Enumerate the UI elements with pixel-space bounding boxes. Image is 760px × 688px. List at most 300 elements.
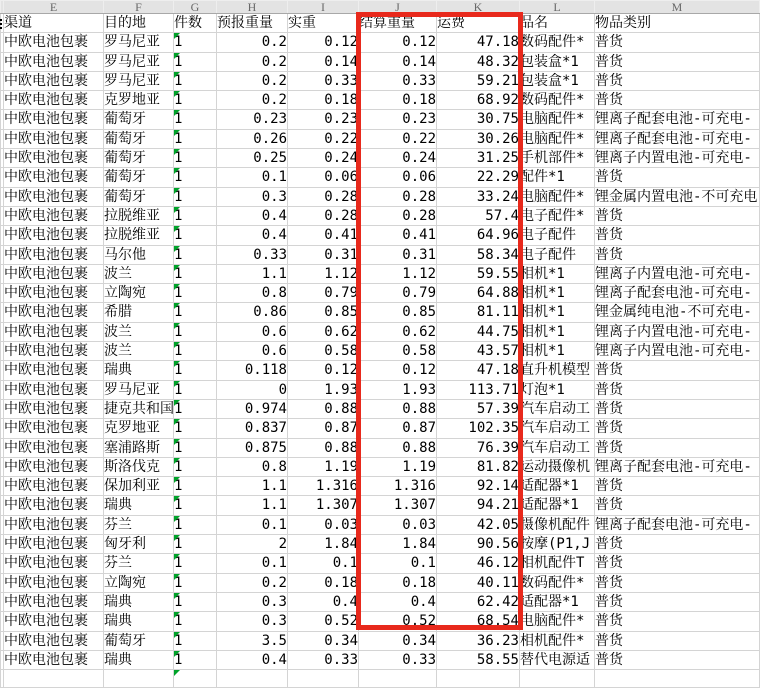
cell-channel[interactable]	[4, 515, 104, 534]
cell-actual-weight[interactable]	[288, 457, 359, 476]
cell-destination[interactable]	[104, 342, 174, 361]
cell-freight[interactable]	[437, 149, 520, 168]
cell-quantity[interactable]	[174, 71, 217, 90]
cell-destination[interactable]	[104, 91, 174, 110]
cell-forecast-weight[interactable]	[217, 71, 288, 90]
cell-settlement-weight[interactable]	[359, 457, 437, 476]
cell-product-name[interactable]	[520, 535, 595, 554]
cell-item-category[interactable]	[595, 129, 760, 148]
cell-actual-weight[interactable]	[288, 264, 359, 283]
cell-freight[interactable]	[437, 554, 520, 573]
cell-quantity[interactable]	[174, 33, 217, 52]
header-cell-actual-weight[interactable]: 实重	[288, 14, 359, 33]
cell-channel[interactable]	[4, 592, 104, 611]
cell-item-category[interactable]	[595, 342, 760, 361]
cell-actual-weight[interactable]	[288, 187, 359, 206]
column-letter-E[interactable]: E	[4, 1, 104, 14]
cell-settlement-weight[interactable]	[359, 592, 437, 611]
cell-actual-weight[interactable]	[288, 284, 359, 303]
cell-quantity[interactable]	[174, 206, 217, 225]
cell-destination[interactable]	[104, 264, 174, 283]
cell-product-name[interactable]	[520, 496, 595, 515]
cell-item-category[interactable]	[595, 631, 760, 650]
cell-settlement-weight[interactable]	[359, 264, 437, 283]
cell-destination[interactable]	[104, 129, 174, 148]
cell-actual-weight[interactable]	[288, 612, 359, 631]
cell-actual-weight[interactable]	[288, 129, 359, 148]
cell-item-category[interactable]	[595, 457, 760, 476]
cell-settlement-weight[interactable]	[359, 91, 437, 110]
cell-quantity[interactable]	[174, 284, 217, 303]
cell-product-name[interactable]	[520, 149, 595, 168]
column-letter-K[interactable]: K	[437, 1, 520, 14]
cell-destination[interactable]	[104, 399, 174, 418]
cell-settlement-weight[interactable]	[359, 380, 437, 399]
cell-item-category[interactable]	[595, 91, 760, 110]
cell-item-category[interactable]	[595, 149, 760, 168]
header-cell-channel[interactable]: 渠道	[4, 14, 104, 33]
cell-product-name[interactable]	[520, 380, 595, 399]
cell-channel[interactable]	[4, 438, 104, 457]
cell-actual-weight[interactable]	[288, 206, 359, 225]
cell-forecast-weight[interactable]	[217, 264, 288, 283]
cell-item-category[interactable]	[595, 71, 760, 90]
cell-channel[interactable]	[4, 245, 104, 264]
cell-item-category[interactable]	[595, 612, 760, 631]
cell-quantity[interactable]	[174, 438, 217, 457]
cell-quantity[interactable]	[174, 650, 217, 669]
cell-channel[interactable]	[4, 303, 104, 322]
cell-actual-weight[interactable]	[288, 245, 359, 264]
cell-forecast-weight[interactable]	[217, 573, 288, 592]
cell-channel[interactable]	[4, 612, 104, 631]
header-cell-item-category[interactable]: 物品类别	[595, 14, 760, 33]
cell-freight[interactable]	[437, 303, 520, 322]
cell-channel[interactable]	[4, 206, 104, 225]
cell-actual-weight[interactable]	[288, 33, 359, 52]
cell-item-category[interactable]	[595, 535, 760, 554]
cell-settlement-weight[interactable]	[359, 284, 437, 303]
cell-freight[interactable]	[437, 612, 520, 631]
cell-forecast-weight[interactable]	[217, 650, 288, 669]
cell-item-category[interactable]	[595, 206, 760, 225]
cell-settlement-weight[interactable]	[359, 226, 437, 245]
cell-settlement-weight[interactable]	[359, 187, 437, 206]
cell-freight[interactable]	[437, 71, 520, 90]
cell-channel[interactable]	[4, 264, 104, 283]
cell-freight[interactable]	[437, 168, 520, 187]
cell-actual-weight[interactable]	[288, 71, 359, 90]
cell-quantity[interactable]	[174, 245, 217, 264]
cell-freight[interactable]	[437, 631, 520, 650]
cell-quantity[interactable]	[174, 496, 217, 515]
cell-quantity[interactable]	[174, 129, 217, 148]
cell-product-name[interactable]	[520, 91, 595, 110]
cell-product-name[interactable]	[520, 71, 595, 90]
header-cell-product-name[interactable]: 品名	[520, 14, 595, 33]
cell-settlement-weight[interactable]	[359, 71, 437, 90]
cell-channel[interactable]	[4, 419, 104, 438]
cell-actual-weight[interactable]	[288, 168, 359, 187]
header-cell-freight[interactable]: 运费	[437, 14, 520, 33]
cell-item-category[interactable]	[595, 187, 760, 206]
cell-forecast-weight[interactable]	[217, 129, 288, 148]
cell-channel[interactable]	[4, 650, 104, 669]
cell-freight[interactable]	[437, 592, 520, 611]
cell-freight[interactable]	[437, 110, 520, 129]
cell-destination[interactable]	[104, 206, 174, 225]
cell-channel[interactable]	[4, 399, 104, 418]
cell-forecast-weight[interactable]	[217, 206, 288, 225]
cell-quantity[interactable]	[174, 631, 217, 650]
cell-destination[interactable]	[104, 168, 174, 187]
cell-freight[interactable]	[437, 264, 520, 283]
cell-product-name[interactable]	[520, 592, 595, 611]
cell-product-name[interactable]	[520, 342, 595, 361]
cell-freight[interactable]	[437, 342, 520, 361]
cell-freight[interactable]	[437, 361, 520, 380]
cell-actual-weight[interactable]	[288, 303, 359, 322]
cell-actual-weight[interactable]	[288, 554, 359, 573]
cell-item-category[interactable]	[595, 33, 760, 52]
cell-item-category[interactable]	[595, 245, 760, 264]
cell-product-name[interactable]	[520, 631, 595, 650]
cell-item-category[interactable]	[595, 399, 760, 418]
cell-actual-weight[interactable]	[288, 149, 359, 168]
cell-settlement-weight[interactable]	[359, 477, 437, 496]
cell-item-category[interactable]	[595, 284, 760, 303]
cell-destination[interactable]	[104, 535, 174, 554]
cell-channel[interactable]	[4, 33, 104, 52]
cell-destination[interactable]	[104, 650, 174, 669]
cell-actual-weight[interactable]	[288, 631, 359, 650]
cell-actual-weight[interactable]	[288, 438, 359, 457]
cell-destination[interactable]	[104, 554, 174, 573]
cell-channel[interactable]	[4, 322, 104, 341]
cell-channel[interactable]	[4, 670, 104, 688]
cell-product-name[interactable]	[520, 264, 595, 283]
column-letter-G[interactable]: G	[174, 1, 217, 14]
cell-product-name[interactable]	[520, 284, 595, 303]
cell-channel[interactable]	[4, 71, 104, 90]
cell-item-category[interactable]	[595, 168, 760, 187]
cell-channel[interactable]	[4, 168, 104, 187]
cell-destination[interactable]	[104, 438, 174, 457]
cell-channel[interactable]	[4, 535, 104, 554]
cell-settlement-weight[interactable]	[359, 168, 437, 187]
cell-forecast-weight[interactable]	[217, 110, 288, 129]
cell-item-category[interactable]	[595, 592, 760, 611]
cell-freight[interactable]	[437, 129, 520, 148]
cell-channel[interactable]	[4, 554, 104, 573]
cell-channel[interactable]	[4, 477, 104, 496]
cell-freight[interactable]	[437, 245, 520, 264]
cell-destination[interactable]	[104, 631, 174, 650]
cell-item-category[interactable]	[595, 515, 760, 534]
cell-destination[interactable]	[104, 592, 174, 611]
header-cell-destination[interactable]: 目的地	[104, 14, 174, 33]
cell-destination[interactable]	[104, 380, 174, 399]
cell-forecast-weight[interactable]	[217, 33, 288, 52]
cell-freight[interactable]	[437, 496, 520, 515]
cell-actual-weight[interactable]	[288, 573, 359, 592]
cell-forecast-weight[interactable]	[217, 284, 288, 303]
cell-quantity[interactable]	[174, 168, 217, 187]
cell-item-category[interactable]	[595, 650, 760, 669]
cell-freight[interactable]	[437, 535, 520, 554]
cell-quantity[interactable]	[174, 380, 217, 399]
cell-forecast-weight[interactable]	[217, 477, 288, 496]
cell-product-name[interactable]	[520, 33, 595, 52]
cell-settlement-weight[interactable]	[359, 361, 437, 380]
cell-destination[interactable]	[104, 303, 174, 322]
cell-product-name[interactable]	[520, 52, 595, 71]
cell-settlement-weight[interactable]	[359, 650, 437, 669]
cell-forecast-weight[interactable]	[217, 91, 288, 110]
cell-actual-weight[interactable]	[288, 419, 359, 438]
cell-actual-weight[interactable]	[288, 342, 359, 361]
cell-settlement-weight[interactable]	[359, 612, 437, 631]
cell-channel[interactable]	[4, 496, 104, 515]
cell-freight[interactable]	[437, 419, 520, 438]
cell-product-name[interactable]	[520, 206, 595, 225]
cell-product-name[interactable]	[520, 399, 595, 418]
cell-channel[interactable]	[4, 91, 104, 110]
cell-quantity[interactable]	[174, 187, 217, 206]
cell-quantity[interactable]	[174, 303, 217, 322]
cell-destination[interactable]	[104, 33, 174, 52]
cell-actual-weight[interactable]	[288, 91, 359, 110]
cell-item-category[interactable]	[595, 226, 760, 245]
cell-product-name[interactable]	[520, 554, 595, 573]
cell-channel[interactable]	[4, 284, 104, 303]
cell-item-category[interactable]	[595, 496, 760, 515]
cell-settlement-weight[interactable]	[359, 399, 437, 418]
cell-item-category[interactable]	[595, 52, 760, 71]
column-letter-L[interactable]: L	[520, 1, 595, 14]
cell-freight[interactable]	[437, 380, 520, 399]
cell-actual-weight[interactable]	[288, 361, 359, 380]
cell-destination[interactable]	[104, 496, 174, 515]
cell-product-name[interactable]	[520, 573, 595, 592]
cell-destination[interactable]	[104, 573, 174, 592]
cell-destination[interactable]	[104, 187, 174, 206]
cell-quantity[interactable]	[174, 342, 217, 361]
cell-forecast-weight[interactable]	[217, 438, 288, 457]
cell-item-category[interactable]	[595, 322, 760, 341]
cell-quantity[interactable]	[174, 322, 217, 341]
cell-item-category[interactable]	[595, 438, 760, 457]
cell-actual-weight[interactable]	[288, 226, 359, 245]
cell-channel[interactable]	[4, 457, 104, 476]
cell-actual-weight[interactable]	[288, 535, 359, 554]
cell-settlement-weight[interactable]	[359, 342, 437, 361]
cell-product-name[interactable]	[520, 457, 595, 476]
cell-quantity[interactable]	[174, 592, 217, 611]
cell-product-name[interactable]	[520, 515, 595, 534]
cell-forecast-weight[interactable]	[217, 380, 288, 399]
cell-quantity[interactable]	[174, 52, 217, 71]
cell-settlement-weight[interactable]	[359, 496, 437, 515]
cell-settlement-weight[interactable]	[359, 110, 437, 129]
cell-product-name[interactable]	[520, 303, 595, 322]
cell-freight[interactable]	[437, 399, 520, 418]
cell-settlement-weight[interactable]	[359, 206, 437, 225]
cell-actual-weight[interactable]	[288, 322, 359, 341]
cell-quantity[interactable]	[174, 535, 217, 554]
cell-forecast-weight[interactable]	[217, 168, 288, 187]
cell-quantity[interactable]	[174, 573, 217, 592]
cell-quantity[interactable]	[174, 226, 217, 245]
cell-forecast-weight[interactable]	[217, 554, 288, 573]
cell-settlement-weight[interactable]	[359, 129, 437, 148]
cell-product-name[interactable]	[520, 477, 595, 496]
cell-quantity[interactable]	[174, 264, 217, 283]
header-cell-quantity[interactable]: 件数	[174, 14, 217, 33]
cell-freight[interactable]	[437, 573, 520, 592]
cell-destination[interactable]	[104, 515, 174, 534]
cell-channel[interactable]	[4, 129, 104, 148]
cell-freight[interactable]	[437, 457, 520, 476]
cell-channel[interactable]	[4, 361, 104, 380]
cell-destination[interactable]	[104, 52, 174, 71]
cell-freight[interactable]	[437, 322, 520, 341]
cell-product-name[interactable]	[520, 245, 595, 264]
cell-settlement-weight[interactable]	[359, 670, 437, 688]
cell-forecast-weight[interactable]	[217, 226, 288, 245]
cell-channel[interactable]	[4, 342, 104, 361]
column-letter-M[interactable]: M	[595, 1, 760, 14]
cell-forecast-weight[interactable]	[217, 457, 288, 476]
cell-item-category[interactable]	[595, 419, 760, 438]
cell-channel[interactable]	[4, 631, 104, 650]
cell-forecast-weight[interactable]	[217, 149, 288, 168]
cell-destination[interactable]	[104, 322, 174, 341]
cell-destination[interactable]	[104, 149, 174, 168]
column-letter-F[interactable]: F	[104, 1, 174, 14]
cell-destination[interactable]	[104, 419, 174, 438]
cell-product-name[interactable]	[520, 650, 595, 669]
header-cell-settlement-weight[interactable]: 结算重量	[359, 14, 437, 33]
cell-destination[interactable]	[104, 226, 174, 245]
cell-settlement-weight[interactable]	[359, 52, 437, 71]
cell-actual-weight[interactable]	[288, 477, 359, 496]
cell-forecast-weight[interactable]	[217, 612, 288, 631]
cell-destination[interactable]	[104, 245, 174, 264]
cell-settlement-weight[interactable]	[359, 149, 437, 168]
cell-product-name[interactable]	[520, 322, 595, 341]
cell-settlement-weight[interactable]	[359, 303, 437, 322]
cell-freight[interactable]	[437, 670, 520, 688]
cell-actual-weight[interactable]	[288, 380, 359, 399]
cell-item-category[interactable]	[595, 554, 760, 573]
cell-quantity[interactable]	[174, 399, 217, 418]
cell-channel[interactable]	[4, 110, 104, 129]
cell-item-category[interactable]	[595, 380, 760, 399]
cell-product-name[interactable]	[520, 168, 595, 187]
cell-product-name[interactable]	[520, 419, 595, 438]
cell-settlement-weight[interactable]	[359, 322, 437, 341]
cell-forecast-weight[interactable]	[217, 535, 288, 554]
cell-forecast-weight[interactable]	[217, 496, 288, 515]
cell-item-category[interactable]	[595, 477, 760, 496]
cell-freight[interactable]	[437, 650, 520, 669]
cell-forecast-weight[interactable]	[217, 631, 288, 650]
cell-product-name[interactable]	[520, 129, 595, 148]
cell-settlement-weight[interactable]	[359, 33, 437, 52]
cell-destination[interactable]	[104, 284, 174, 303]
cell-forecast-weight[interactable]	[217, 342, 288, 361]
cell-destination[interactable]	[104, 361, 174, 380]
cell-forecast-weight[interactable]	[217, 322, 288, 341]
cell-item-category[interactable]	[595, 361, 760, 380]
cell-channel[interactable]	[4, 380, 104, 399]
cell-product-name[interactable]	[520, 670, 595, 688]
cell-product-name[interactable]	[520, 612, 595, 631]
cell-freight[interactable]	[437, 515, 520, 534]
cell-channel[interactable]	[4, 187, 104, 206]
cell-freight[interactable]	[437, 52, 520, 71]
cell-settlement-weight[interactable]	[359, 554, 437, 573]
cell-quantity[interactable]	[174, 91, 217, 110]
cell-actual-weight[interactable]	[288, 670, 359, 688]
cell-product-name[interactable]	[520, 226, 595, 245]
cell-settlement-weight[interactable]	[359, 245, 437, 264]
cell-product-name[interactable]	[520, 110, 595, 129]
cell-quantity[interactable]	[174, 554, 217, 573]
cell-forecast-weight[interactable]	[217, 419, 288, 438]
cell-freight[interactable]	[437, 284, 520, 303]
cell-item-category[interactable]	[595, 264, 760, 283]
cell-channel[interactable]	[4, 149, 104, 168]
cell-destination[interactable]	[104, 612, 174, 631]
cell-product-name[interactable]	[520, 438, 595, 457]
cell-freight[interactable]	[437, 187, 520, 206]
cell-item-category[interactable]	[595, 110, 760, 129]
column-letter-I[interactable]: I	[288, 1, 359, 14]
cell-settlement-weight[interactable]	[359, 535, 437, 554]
cell-forecast-weight[interactable]	[217, 361, 288, 380]
cell-quantity[interactable]	[174, 149, 217, 168]
cell-settlement-weight[interactable]	[359, 515, 437, 534]
cell-quantity[interactable]	[174, 515, 217, 534]
cell-quantity[interactable]	[174, 457, 217, 476]
cell-channel[interactable]	[4, 226, 104, 245]
cell-forecast-weight[interactable]	[217, 52, 288, 71]
column-letter-J[interactable]: J	[359, 1, 437, 14]
cell-freight[interactable]	[437, 33, 520, 52]
cell-settlement-weight[interactable]	[359, 631, 437, 650]
cell-actual-weight[interactable]	[288, 650, 359, 669]
cell-actual-weight[interactable]	[288, 110, 359, 129]
cell-quantity[interactable]	[174, 477, 217, 496]
cell-item-category[interactable]	[595, 303, 760, 322]
cell-destination[interactable]	[104, 477, 174, 496]
cell-destination[interactable]	[104, 670, 174, 688]
cell-destination[interactable]	[104, 110, 174, 129]
cell-forecast-weight[interactable]	[217, 515, 288, 534]
cell-quantity[interactable]	[174, 670, 217, 688]
cell-forecast-weight[interactable]	[217, 670, 288, 688]
cell-actual-weight[interactable]	[288, 52, 359, 71]
cell-destination[interactable]	[104, 457, 174, 476]
cell-freight[interactable]	[437, 206, 520, 225]
cell-forecast-weight[interactable]	[217, 399, 288, 418]
cell-actual-weight[interactable]	[288, 399, 359, 418]
cell-settlement-weight[interactable]	[359, 573, 437, 592]
cell-destination[interactable]	[104, 71, 174, 90]
cell-item-category[interactable]	[595, 573, 760, 592]
